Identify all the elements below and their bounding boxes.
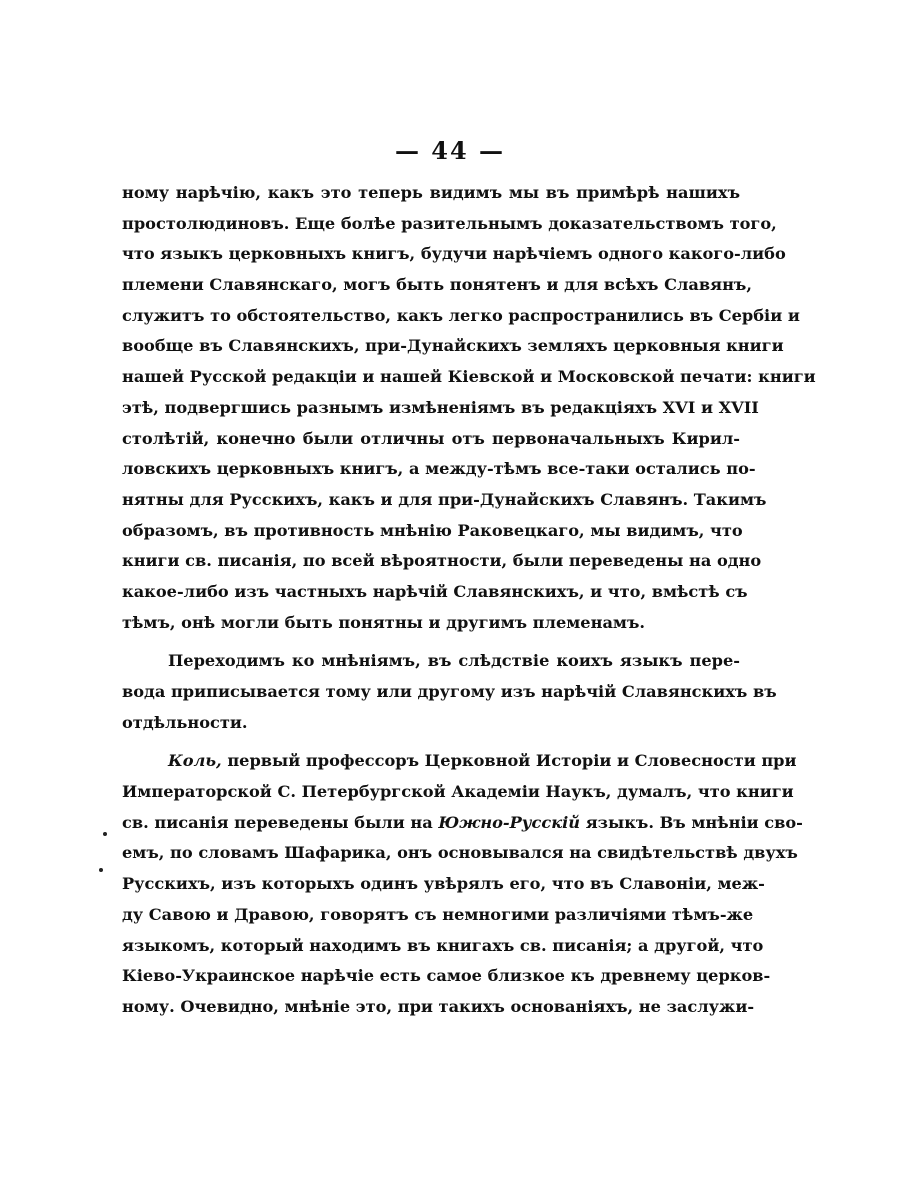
paragraph-1 xyxy=(122,178,816,638)
paragraph-3 xyxy=(122,746,803,1022)
text-line: нашей Русской редакціи и нашей Кіевской и Московской печати: книги xyxy=(122,367,816,387)
text-fragment: языкъ. Въ мнѣніи сво- xyxy=(585,812,803,832)
text-line: простолюдиновъ. Еще болѣе разительнымъ доказательствомъ того, xyxy=(122,213,777,233)
text-line: этѣ, подвергшись разнымъ измѣненіямъ въ редакціяхъ XVI и XVII xyxy=(122,397,759,417)
text-line: ду Савою и Дравою, говорятъ съ немногими различіями тѣмъ-же xyxy=(122,904,754,924)
author-name: Коль, xyxy=(168,751,222,771)
text-line: ловскихъ церковныхъ книгъ, а между-тѣмъ все-таки остались по- xyxy=(122,459,756,479)
paragraph-gap xyxy=(122,738,740,746)
text-line: Переходимъ ко мнѣніямъ, въ слѣдствіе коихъ языкъ перe- xyxy=(168,651,740,671)
text-fragment: св. писанія переведены были на xyxy=(122,812,433,832)
text-line: столѣтій, конечно были отличны отъ первоначальныхъ Кирил- xyxy=(122,428,740,448)
text-line: вообще въ Славянскихъ, при-Дунайскихъ земляхъ церковныя книги xyxy=(122,336,784,356)
text-line: что языкъ церковныхъ книгъ, будучи нарѣчіемъ одного какого-либо xyxy=(122,244,786,264)
text-line: служитъ то обстоятельство, какъ легко распространились въ Сербіи и xyxy=(122,305,800,325)
text-line: ному нарѣчію, какъ это теперь видимъ мы въ примѣрѣ нашихъ xyxy=(122,183,740,202)
text-line: отдѣльности. xyxy=(122,712,248,732)
text-line: емъ, по словамъ Шафарика, онъ основывался на свидѣтельствѣ двухъ xyxy=(122,843,798,863)
text-line: языкомъ, который находимъ въ книгахъ св. писанія; а другой, что xyxy=(122,935,764,955)
text-line: образомъ, въ противность мнѣнію Раковецкаго, мы видимъ, что xyxy=(122,520,743,540)
text-line: Императорской С. Петербургской Академіи Наукъ, думалъ, что книги xyxy=(122,782,794,802)
page-number: — 44 — xyxy=(394,136,506,165)
text-line: ному. Очевидно, мнѣніе это, при такихъ основаніяхъ, не заслужи- xyxy=(122,996,755,1016)
text-line: Русскихъ, изъ которыхъ одинъ увѣрялъ его, что въ Славоніи, меж- xyxy=(122,874,765,894)
text-line: какое-либо изъ частныхъ нарѣчій Славянскихъ, и что, вмѣстѣ съ xyxy=(122,581,748,601)
text-line xyxy=(122,808,803,839)
text-line: племени Славянскаго, могъ быть понятенъ и для всѣхъ Славянъ, xyxy=(122,275,752,295)
paragraph-2 xyxy=(122,646,777,738)
scan-speck xyxy=(103,832,107,836)
text-line: нятны для Русскихъ, какъ и для при-Дунайскихъ Славянъ. Такимъ xyxy=(122,489,767,509)
paragraph-gap xyxy=(122,638,740,646)
body-text xyxy=(122,178,816,1023)
text-line: Кіево-Украинское нарѣчіе есть самое близкое къ древнему церков- xyxy=(122,966,771,986)
text-line xyxy=(122,746,797,777)
text-line: тѣмъ, онѣ могли быть понятны и другимъ племенамъ. xyxy=(122,612,646,632)
language-name: Южно-Русскій xyxy=(438,812,581,832)
text-line: вода приписывается тому или другому изъ нарѣчій Славянскихъ въ xyxy=(122,682,777,701)
scan-speck xyxy=(99,868,103,872)
text-line: книги св. писанія, по всей вѣроятности, были переведены на одно xyxy=(122,551,762,571)
text-fragment: первый профессоръ Церковной Исторіи и Словесности при xyxy=(227,751,797,771)
